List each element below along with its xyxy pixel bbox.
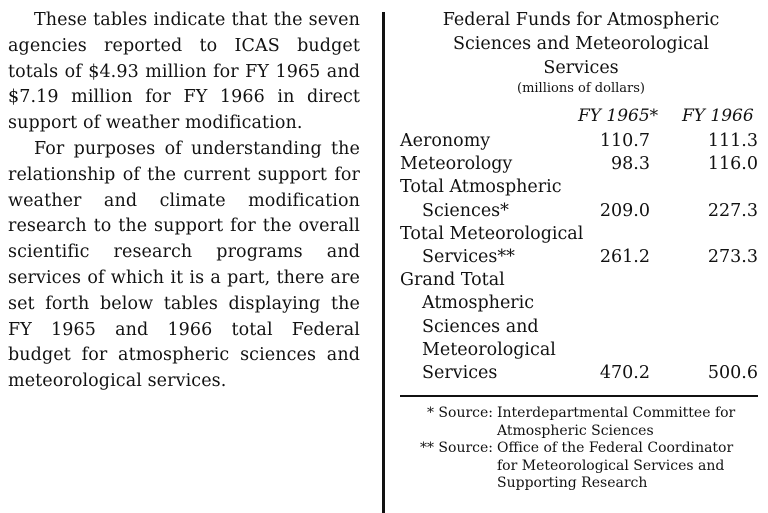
- row-label-continued: Sciences*: [422, 200, 509, 221]
- row-label: Total Atmospheric: [400, 177, 562, 198]
- row-label: Total Meteorological: [400, 223, 584, 244]
- row-label-continued: Sciences and: [422, 316, 539, 337]
- table-title-line: Federal Funds for Atmospheric: [442, 10, 720, 30]
- row-label-continued: Services: [422, 363, 498, 384]
- paragraph-weather-modification: These tables indicate that the seven agencies reported to ICAS budget totals of $4.93 million for FY 1965 and $7.19 million for FY 1966 in direct support of weather modification.: [8, 10, 360, 134]
- row-label-continued: Services**: [422, 247, 515, 268]
- value-fy1966: 111.3: [707, 131, 758, 151]
- value-fy1965: 470.2: [599, 363, 650, 384]
- footnote-ofcm: [400, 440, 762, 493]
- table-row-grand-total: [400, 269, 762, 385]
- row-label: Meteorology: [400, 154, 513, 175]
- footnote-icas: [400, 405, 762, 440]
- footnote-line: Interdepartmental Committee for: [497, 405, 736, 422]
- table-title-line: Services: [543, 58, 619, 78]
- table-title: [400, 8, 762, 80]
- body-text-column: [8, 8, 360, 395]
- value-fy1966: 500.6: [707, 363, 758, 384]
- column-divider: [382, 12, 385, 513]
- table-units: (millions of dollars): [517, 81, 645, 96]
- footnote-line: for Meteorological Services and: [497, 457, 725, 474]
- table-row-total-atmospheric: [400, 176, 762, 222]
- footnote-mark: ** Source:: [419, 440, 493, 457]
- row-label: Aeronomy: [400, 131, 491, 151]
- footnotes: [400, 405, 762, 493]
- value-fy1965: 98.3: [611, 154, 650, 175]
- table-header-row: [400, 106, 762, 130]
- paragraph-research-support: For purposes of understanding the relationship of the current support for weather and climate modification research to the support for the overall scientific research programs and services of which it is a part, there are set forth below tables displaying the FY 1965 and 1966 total Federal budget for atmospheric sciences and meteorological services.: [8, 138, 360, 392]
- row-label-continued: Meteorological: [422, 339, 556, 360]
- footnote-mark: * Source:: [426, 405, 493, 422]
- row-label-continued: Atmospheric: [422, 293, 535, 314]
- table-row-meteorology: [400, 153, 762, 176]
- value-fy1965: 110.7: [599, 131, 650, 151]
- footnote-line: Supporting Research: [497, 475, 648, 492]
- federal-funds-table: [400, 8, 762, 493]
- row-label: Grand Total: [400, 270, 505, 291]
- footnote-text: [497, 440, 762, 493]
- value-fy1966: 227.3: [707, 200, 758, 221]
- footnote-line: Atmospheric Sciences: [497, 422, 654, 439]
- value-fy1966: 273.3: [707, 247, 758, 268]
- footnote-text: [497, 405, 762, 440]
- footnote-line: Office of the Federal Coordinator: [497, 440, 734, 457]
- table-row-total-meteorological: [400, 223, 762, 269]
- value-fy1965: 209.0: [599, 200, 650, 221]
- table-row-aeronomy: [400, 130, 762, 153]
- value-fy1965: 261.2: [599, 247, 650, 268]
- footnote-rule: [400, 395, 758, 397]
- table-title-line: Sciences and Meteorological: [452, 34, 710, 54]
- column-header-fy1965: FY 1965*: [578, 106, 659, 126]
- column-header-fy1966: FY 1966: [682, 106, 754, 126]
- value-fy1966: 116.0: [707, 154, 758, 175]
